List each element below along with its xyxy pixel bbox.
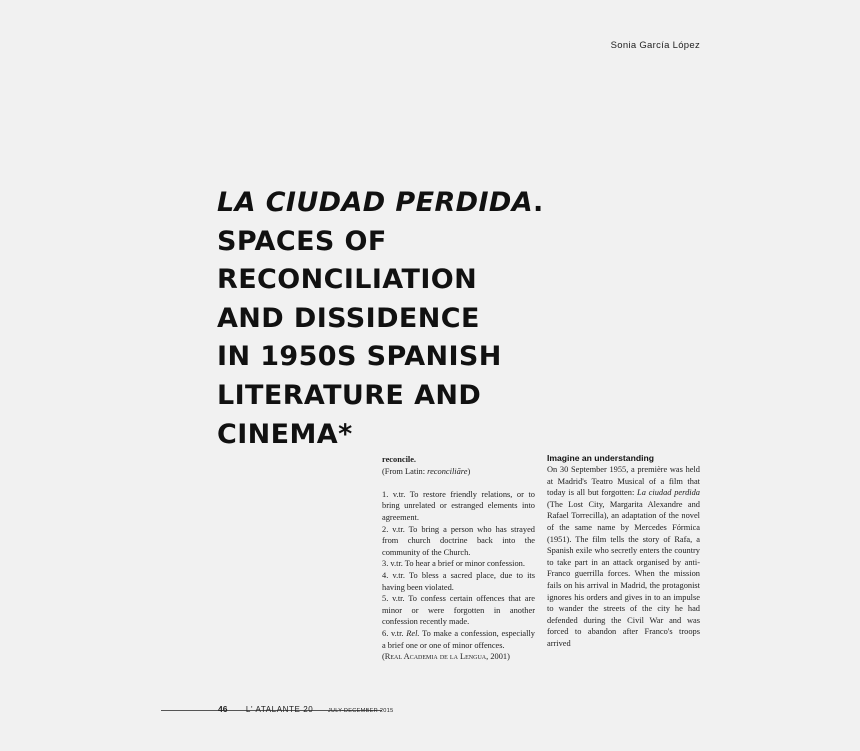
title-line-5: IN 1950S SPANISH (217, 341, 502, 373)
title-line-2: SPACES OF (217, 225, 387, 257)
definition-headword: reconcile. (382, 455, 417, 464)
article-title (217, 184, 577, 454)
definition-sense: 3. v.tr. To hear a brief or minor confession. (382, 559, 525, 569)
page-footer (218, 699, 394, 717)
section-subheading: Imagine an understanding (547, 453, 654, 463)
definition-sense: 1. v.tr. To restore friendly relations, or to bring unrelated or estranged elements into agreement. (382, 489, 535, 522)
body-column (547, 452, 700, 650)
title-line-4: AND DISSIDENCE (217, 302, 480, 334)
title-line-1: LA CIUDAD PERDIDA. (217, 187, 544, 218)
definition-etymology: (From Latin: reconciliāre) (382, 466, 471, 476)
page-number: 46 (218, 704, 228, 714)
title-line-7: CINEMA* (217, 418, 353, 450)
definition-source: (Real Academia de la Lengua, 2001) (382, 652, 510, 662)
film-title: La ciudad perdida (637, 488, 700, 498)
author-name: Sonia García López (610, 40, 700, 51)
title-line-6: LITERATURE AND (217, 379, 482, 411)
definition-sense: 6. v.tr. Rel. To make a confession, especially a brief one or one of minor offences. (382, 628, 535, 650)
body-paragraph: On 30 September 1955, a première was held at Madrid's Teatro Musical of a film that today is all but forgotten: La ciudad perdida (The Lost City, Margarita Alexandre and Rafael Torrecilla), an adaptation of the novel of the same name by Mercedes Fórmica (1951). The film tells the story of Rafa, a Spanish exile who secretly enters the country to take part in an attack organised by anti-Franco guerrilla forces. When the mission fails on his arrival in Madrid, the protagonist ignores his orders and gives in to an impulse to wander the streets of the city he had defended during the Civil War and was forced to abandon after Franco's troops arrived (547, 465, 700, 648)
issue-date: JULY-DECEMBER 2015 (327, 708, 394, 714)
definition-sense: 2. v.tr. To bring a person who has strayed from church doctrine back into the community of the Church. (382, 524, 535, 557)
title-line-3: RECONCILIATION (217, 264, 478, 296)
definition-sense: 4. v.tr. To bless a sacred place, due to its having been violated. (382, 570, 535, 592)
definition-sense: 5. v.tr. To confess certain offences that are minor or were forgotten in another confession recently made. (382, 594, 535, 627)
dictionary-definition (382, 454, 535, 663)
title-film-name: LA CIUDAD PERDIDA (217, 187, 533, 218)
journal-name: L' ATALANTE 20 (245, 705, 314, 714)
